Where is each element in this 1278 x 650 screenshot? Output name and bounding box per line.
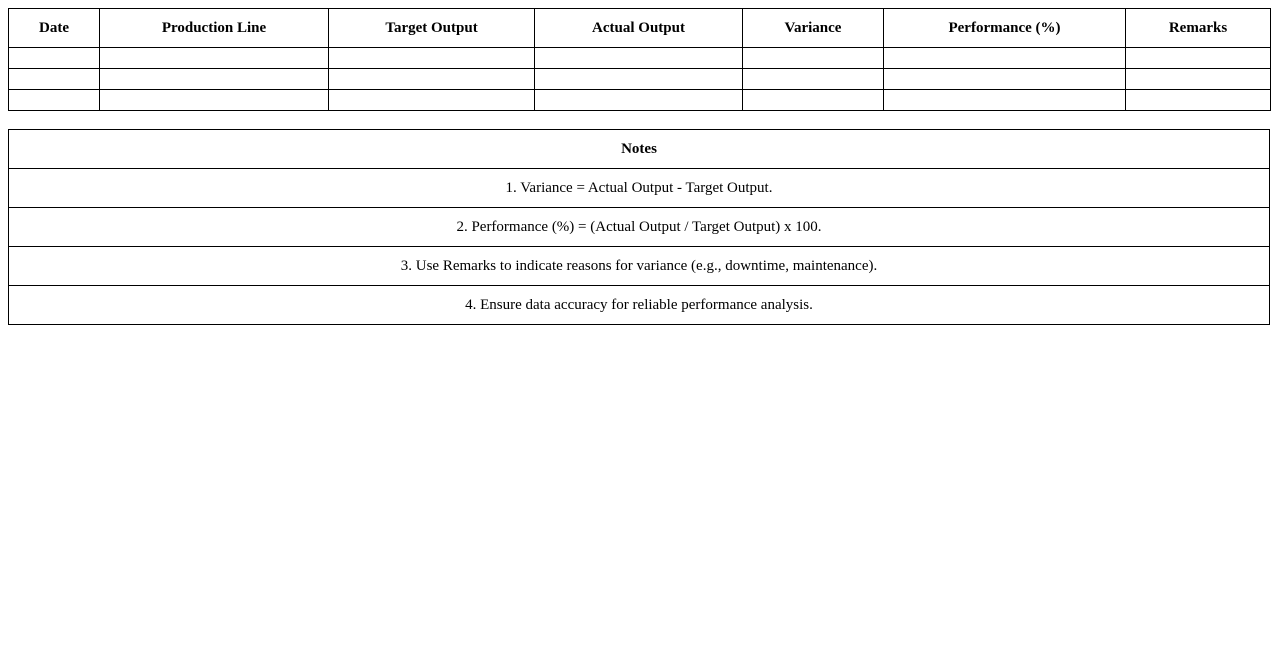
notes-title: Notes [9, 130, 1270, 169]
table-row [9, 48, 1271, 69]
table-cell[interactable] [329, 90, 535, 111]
column-header-performance: Performance (%) [884, 9, 1126, 48]
table-cell[interactable] [329, 69, 535, 90]
notes-row [9, 208, 1270, 247]
column-header-variance: Variance [743, 9, 884, 48]
table-cell[interactable] [9, 90, 100, 111]
note-item: 3. Use Remarks to indicate reasons for variance (e.g., downtime, maintenance). [9, 247, 1270, 286]
table-cell[interactable] [535, 48, 743, 69]
note-item: 1. Variance = Actual Output - Target Output. [9, 169, 1270, 208]
notes-row [9, 169, 1270, 208]
table-cell[interactable] [535, 90, 743, 111]
notes-table [8, 129, 1270, 325]
table-cell[interactable] [100, 69, 329, 90]
table-row [9, 69, 1271, 90]
notes-row [9, 247, 1270, 286]
table-cell[interactable] [9, 69, 100, 90]
table-row [9, 90, 1271, 111]
table-cell[interactable] [329, 48, 535, 69]
table-cell[interactable] [100, 90, 329, 111]
column-header-remarks: Remarks [1126, 9, 1271, 48]
notes-row [9, 286, 1270, 325]
note-item: 4. Ensure data accuracy for reliable performance analysis. [9, 286, 1270, 325]
table-cell[interactable] [743, 90, 884, 111]
table-cell[interactable] [1126, 48, 1271, 69]
table-cell[interactable] [884, 90, 1126, 111]
note-item: 2. Performance (%) = (Actual Output / Target Output) x 100. [9, 208, 1270, 247]
table-cell[interactable] [743, 69, 884, 90]
production-table [8, 8, 1271, 111]
table-cell[interactable] [743, 48, 884, 69]
table-cell[interactable] [884, 48, 1126, 69]
column-header-actual-output: Actual Output [535, 9, 743, 48]
table-cell[interactable] [535, 69, 743, 90]
column-header-target-output: Target Output [329, 9, 535, 48]
table-cell[interactable] [1126, 90, 1271, 111]
table-cell[interactable] [9, 48, 100, 69]
column-header-production-line: Production Line [100, 9, 329, 48]
notes-header-row [9, 130, 1270, 169]
column-header-date: Date [9, 9, 100, 48]
table-cell[interactable] [100, 48, 329, 69]
table-cell[interactable] [1126, 69, 1271, 90]
table-cell[interactable] [884, 69, 1126, 90]
header-row [9, 9, 1271, 48]
